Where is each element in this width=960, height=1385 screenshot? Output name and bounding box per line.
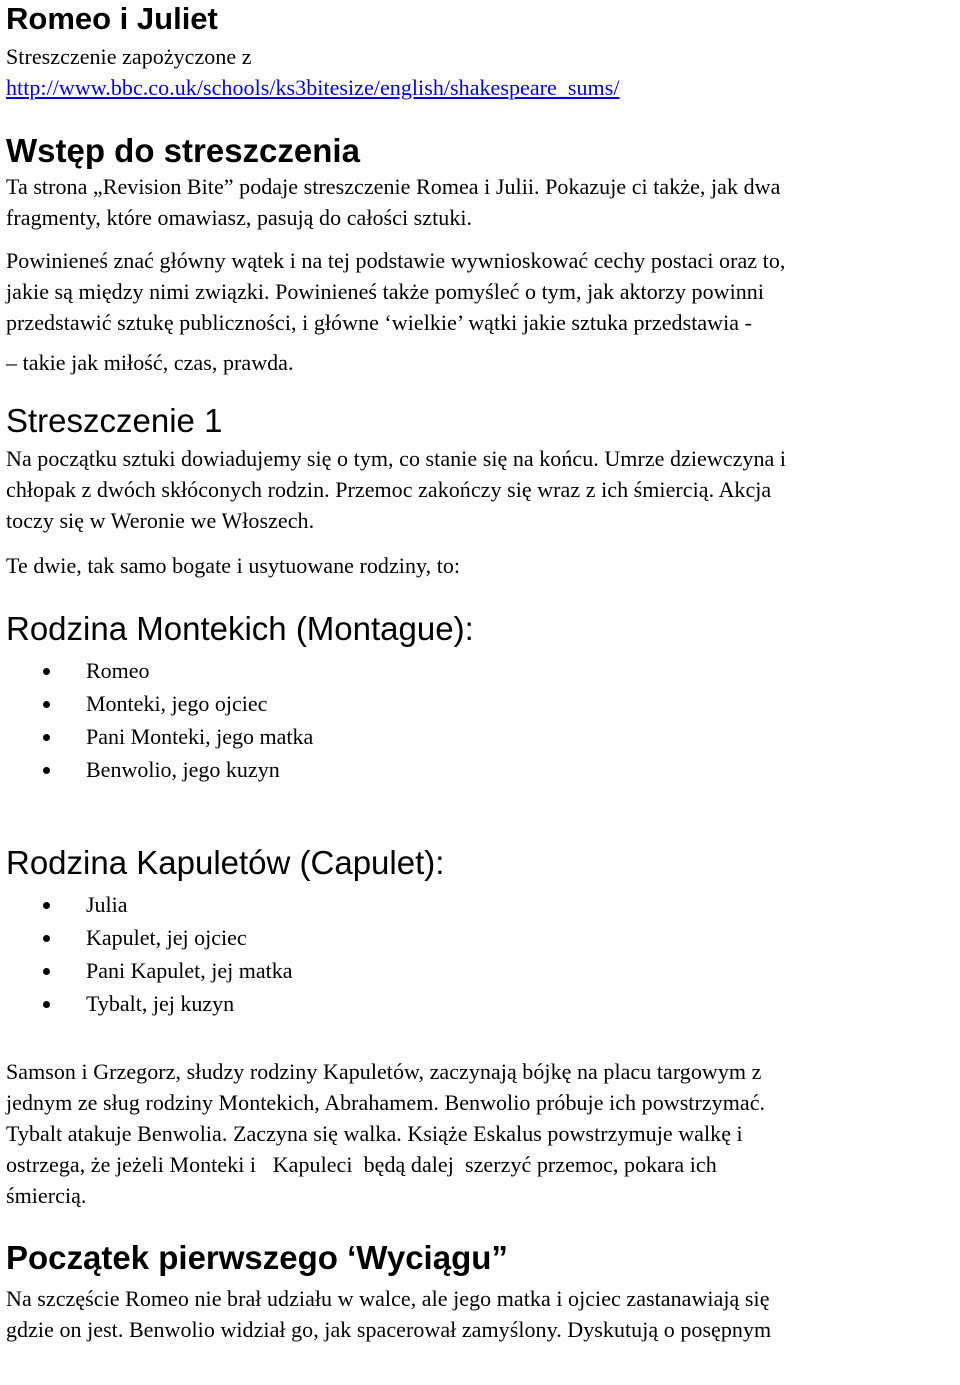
intro-paragraph-1: [6, 171, 958, 233]
montague-heading: Rodzina Montekich (Montague):: [6, 610, 474, 647]
list-item: Benwolio, jego kuzyn: [6, 753, 958, 786]
bullet-icon: [43, 701, 50, 708]
source-link[interactable]: http://www.bbc.co.uk/schools/ks3bitesize/english/shakespeare_sums/: [6, 75, 620, 100]
list-item: Tybalt, jej kuzyn: [6, 987, 958, 1020]
intro-p1-line1: Ta strona „Revision Bite” podaje streszczenie Romea i Julii. Pokazuje ci także, jak dwa: [6, 174, 781, 199]
fight-paragraph: [6, 1056, 958, 1211]
bullet-icon: [43, 767, 50, 774]
document-title: Romeo i Juliet: [6, 1, 218, 36]
document-page: [6, 0, 958, 1345]
extract1-heading: Początek pierwszego ‘Wyciągu”: [6, 1239, 508, 1276]
list-item: Monteki, jego ojciec: [6, 687, 958, 720]
list-item: Pani Monteki, jego matka: [6, 720, 958, 753]
list-item: Pani Kapulet, jej matka: [6, 954, 958, 987]
summary1-paragraph-1: [6, 443, 958, 536]
source-line: [6, 72, 958, 103]
intro-p2-line1: Powinieneś znać główny wątek i na tej podstawie wywnioskować cechy postaci oraz to,: [6, 248, 786, 273]
summary1-paragraph-2: Te dwie, tak samo bogate i usytuowane rodziny, to:: [6, 553, 461, 578]
source-prefix: Streszczenie zapożyczone z: [6, 44, 252, 69]
bullet-icon: [43, 968, 50, 975]
extract1-line1: Na szczęście Romeo nie brał udziału w walce, ale jego matka i ojciec zastanawiają się: [6, 1286, 770, 1311]
intro-heading: Wstęp do streszczenia: [6, 132, 360, 169]
list-item: Kapulet, jej ojciec: [6, 921, 958, 954]
capulet-heading: Rodzina Kapuletów (Capulet):: [6, 844, 445, 881]
list-item: Romeo: [6, 654, 958, 687]
capulet-list: [6, 888, 958, 1020]
extract1-paragraph: [6, 1283, 958, 1345]
fight-line5: śmiercią.: [6, 1183, 87, 1208]
fight-line3: Tybalt atakuje Benwolia. Zaczyna się walka. Książe Eskalus powstrzymuje walkę i: [6, 1121, 743, 1146]
intro-paragraph-2: [6, 245, 958, 378]
fight-line2: jednym ze sług rodziny Montekich, Abrahamem. Benwolio próbuje ich powstrzymać.: [6, 1090, 766, 1115]
summary1-p1-line3: toczy się w Weronie we Włoszech.: [6, 508, 315, 533]
bullet-icon: [43, 1001, 50, 1008]
bullet-icon: [43, 668, 50, 675]
summary1-p1-line2: chłopak z dwóch skłóconych rodzin. Przemoc zakończy się wraz z ich śmiercią. Akcja: [6, 477, 772, 502]
summary1-heading: Streszczenie 1: [6, 402, 223, 439]
intro-p2-line4: – takie jak miłość, czas, prawda.: [6, 350, 294, 375]
extract1-line2: gdzie on jest. Benwolio widział go, jak spacerował zamyślony. Dyskutują o posępnym: [6, 1317, 772, 1342]
fight-line1: Samson i Grzegorz, słudzy rodziny Kapuletów, zaczynają bójkę na placu targowym z: [6, 1059, 762, 1084]
bullet-icon: [43, 935, 50, 942]
intro-p2-line3: przedstawić sztukę publiczności, i główne ‘wielkie’ wątki jakie sztuka przedstawia -: [6, 310, 753, 335]
intro-p2-line2: jakie są między nimi związki. Powinieneś także pomyśleć o tym, jak aktorzy powinni: [6, 279, 765, 304]
summary1-p1-line1: Na początku sztuki dowiadujemy się o tym, co stanie się na końcu. Umrze dziewczyna i: [6, 446, 787, 471]
intro-p1-line2: fragmenty, które omawiasz, pasują do całości sztuki.: [6, 205, 473, 230]
bullet-icon: [43, 734, 50, 741]
list-item: Julia: [6, 888, 958, 921]
fight-line4: ostrzega, że jeżeli Monteki i Kapuleci będą dalej szerzyć przemoc, pokara ich: [6, 1152, 717, 1177]
bullet-icon: [43, 902, 50, 909]
montague-list: [6, 654, 958, 786]
